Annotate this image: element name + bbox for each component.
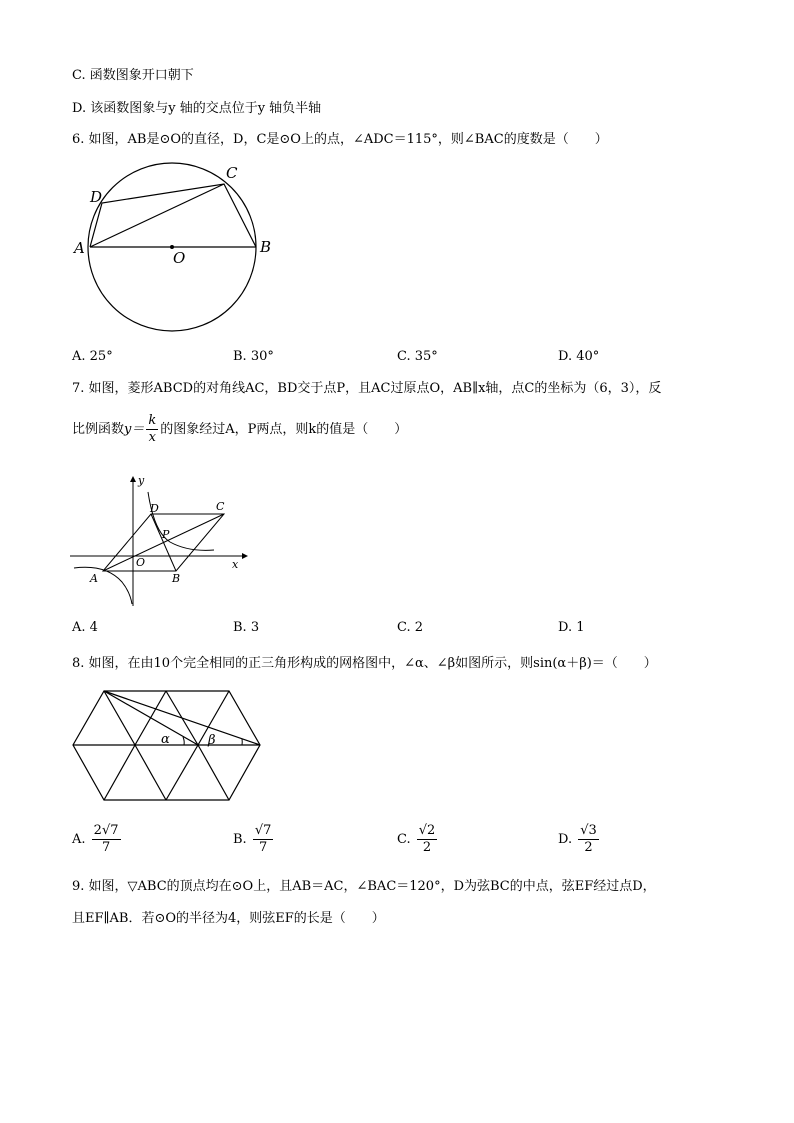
label-b: B (172, 572, 181, 585)
q7-formula-fraction (146, 413, 158, 446)
chord-path-adcb (90, 184, 256, 247)
q8-option-d-num: √3 (580, 823, 597, 838)
q9-stem-line-2: 且EF∥AB．若⊙O的半径为4，则弦EF的长是（ ） (72, 911, 385, 926)
arc-alpha (183, 737, 184, 745)
q8-option-a-fraction (92, 823, 121, 856)
label-d: D (150, 502, 159, 515)
label-a: A (90, 572, 98, 585)
q7-option-d: D. 1 (558, 620, 585, 635)
q6-option-b: B. 30° (233, 349, 274, 364)
q7-option-b: B. 3 (233, 620, 260, 635)
q8-option-a-num: 2√7 (93, 823, 119, 838)
q8-option-b-num: √7 (254, 823, 272, 838)
label-d: D (90, 188, 103, 206)
q7-stem-prefix: 比例函数 (72, 422, 125, 437)
grid-line (166, 745, 198, 800)
grid-line (104, 745, 135, 800)
label-alpha: α (161, 732, 170, 747)
q7-option-c: C. 2 (397, 620, 424, 635)
q8-option-c (397, 820, 439, 860)
q7-stem-line-2 (72, 412, 407, 448)
q8-option-b-fraction (253, 823, 274, 856)
q8-stem: 8. 如图，在由10个完全相同的正三角形构成的网格图中，∠α、∠β如图所示，则sin(α＋β)＝（ ） (72, 656, 657, 671)
q8-triangle-grid-figure (68, 688, 264, 806)
hyperbola-branch-1 (148, 492, 214, 550)
q8-option-c-num: √2 (418, 823, 436, 838)
label-b: B (260, 238, 272, 256)
q5-option-d: D. 该函数图象与y 轴的交点位于y 轴负半轴 (72, 101, 322, 116)
label-y: y (138, 474, 145, 487)
q7-formula-lhs: y＝ (124, 422, 145, 437)
q7-stem-line-1: 7. 如图，菱形ABCD的对角线AC，BD交于点P，且AC过原点O，AB∥x轴，点C的坐标为（6，3），反 (72, 381, 662, 396)
q7-stem-suffix: 的图象经过A，P两点，则k的值是（ ） (160, 422, 408, 437)
q6-option-c: C. 35° (397, 349, 438, 364)
diagonal-bd (151, 514, 176, 571)
label-beta: β (208, 733, 216, 748)
q8-option-a-letter: A. (72, 832, 86, 847)
q8-option-d-den: 2 (584, 840, 593, 855)
y-axis-arrow (130, 476, 136, 482)
label-p: P (162, 528, 170, 541)
q7-formula-denominator: x (148, 430, 156, 445)
q7-rhombus-figure (66, 470, 256, 610)
q5-option-c: C. 函数图象开口朝下 (72, 68, 194, 83)
label-c: C (226, 164, 238, 182)
ray-beta (104, 691, 260, 745)
q8-option-c-letter: C. (397, 832, 411, 847)
hyperbola-branch-3 (74, 567, 132, 604)
label-x: x (232, 558, 239, 571)
q8-option-b-letter: B. (233, 832, 247, 847)
grid-line (198, 745, 229, 800)
label-a: A (74, 239, 85, 257)
q8-option-b-den: 7 (258, 840, 268, 855)
q8-option-d (558, 820, 601, 860)
grid-line (104, 691, 135, 745)
q7-option-a: A. 4 (72, 620, 98, 635)
x-axis-arrow (242, 553, 248, 559)
q6-option-d: D. 40° (558, 349, 600, 364)
q8-option-c-fraction (417, 823, 438, 856)
label-c: C (216, 500, 225, 513)
q6-circle-figure (70, 160, 280, 360)
q8-option-a-den: 7 (101, 840, 111, 855)
q8-option-a (72, 820, 123, 860)
q8-option-b (233, 820, 275, 860)
grid-line (135, 745, 166, 800)
chord-ac (90, 184, 224, 247)
q6-option-a: A. 25° (72, 349, 113, 364)
label-o: O (136, 556, 146, 569)
q7-formula-numerator: k (148, 413, 157, 428)
q9-stem-line-1: 9. 如图，▽ABC的顶点均在⊙O上，且AB＝AC，∠BAC＝120°，D为弦BC的中点，弦EF经过点D， (72, 879, 656, 894)
label-o: O (173, 249, 186, 267)
q8-option-d-letter: D. (558, 832, 573, 847)
q6-stem: 6. 如图，AB是⊙O的直径，D，C是⊙O上的点，∠ADC＝115°，则∠BAC的度数是（ ） (72, 132, 608, 147)
q8-option-d-fraction (578, 823, 599, 856)
ray-alpha (104, 691, 198, 745)
q8-option-c-den: 2 (422, 840, 432, 855)
